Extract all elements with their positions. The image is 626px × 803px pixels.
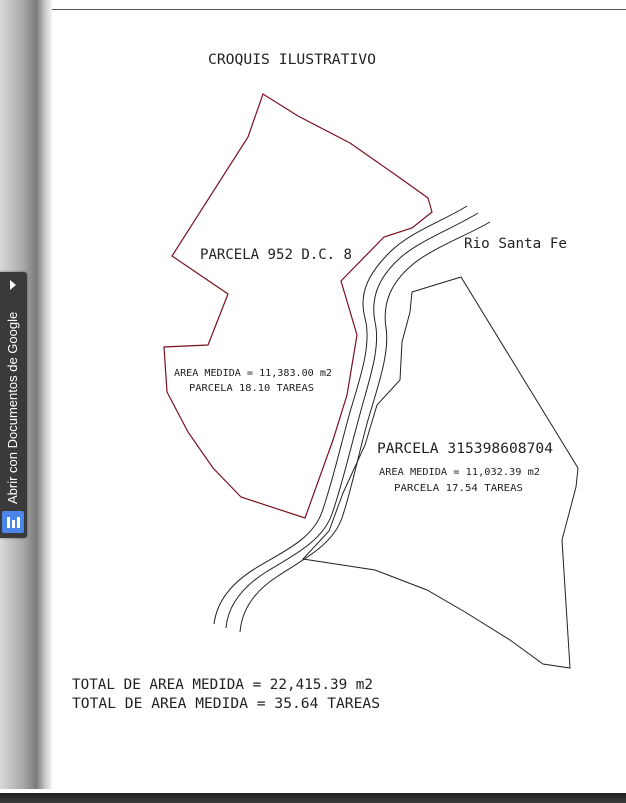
- river-line-3: [240, 222, 490, 632]
- total-area-tareas: TOTAL DE AREA MEDIDA = 35.64 TAREAS: [72, 696, 380, 712]
- open-with-google-docs-label: Abrir con Documentos de Google: [5, 311, 20, 504]
- parcel-952-name: PARCELA 952 D.C. 8: [200, 247, 352, 263]
- parcel-315398608704-name: PARCELA 315398608704: [377, 441, 553, 457]
- parcel-952-area: AREA MEDIDA = 11,383.00 m2: [174, 368, 332, 379]
- parcel-952-tareas: PARCELA 18.10 TAREAS: [189, 383, 314, 394]
- total-area-m2: TOTAL DE AREA MEDIDA = 22,415.39 m2: [72, 677, 373, 693]
- river-label: Rio Santa Fe: [464, 236, 567, 252]
- parcel-315398608704-tareas: PARCELA 17.54 TAREAS: [394, 483, 523, 494]
- drawing-title: CROQUIS ILUSTRATIVO: [208, 52, 376, 68]
- river-line-2: [226, 213, 478, 628]
- parcel-315398608704-area: AREA MEDIDA = 11,032.39 m2: [379, 467, 540, 478]
